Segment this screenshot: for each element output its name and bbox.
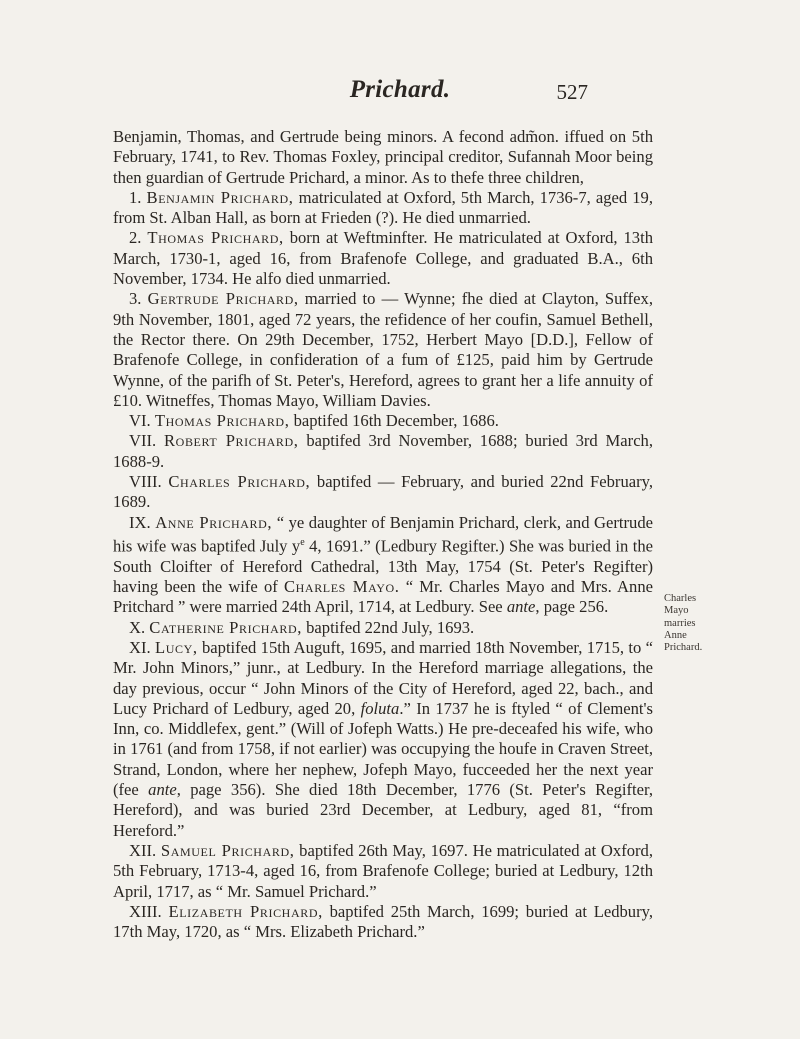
entry-number: VIII.: [129, 472, 162, 492]
person-name: Robert Prichard,: [164, 431, 299, 451]
entry-number: XI.: [129, 637, 151, 657]
superscript: e: [300, 536, 305, 548]
person-name: Samuel Prichard,: [160, 840, 295, 860]
entry-number: 2.: [129, 228, 142, 248]
entry-text: baptifed — February, and buried 22nd February, 1689.: [113, 472, 653, 512]
person-name: Elizabeth Prichard,: [168, 901, 323, 921]
entry-samuel: [113, 841, 653, 902]
entry-text: , page 356). She died 18th December, 1776 (St. Peter's Regifter, Hereford), and was buried 23rd December, at Ledbury, aged 81, “from Hereford.”: [113, 780, 653, 840]
entry-text: matriculated at Oxford, 5th March, 1736-7, aged 19, from St. Alban Hall, as born at Frieden (?). He died unmarried.: [113, 187, 653, 228]
page-number: 527: [556, 80, 588, 104]
entry-text: .” In 1737 he is ftyled “ of Clement's Inn, co. Middlefex, gent.” (Will of Jofeph Watts.) He pre-deceafed his wife, who in 1761 (and from 1758, if not earlier) was occupying the houfe in Craven Street, Strand, London, where her nephew, Jofeph Mayo, fucceeded her the next year (fee: [113, 698, 653, 800]
body-text: [113, 127, 653, 942]
entry-number: VII.: [129, 431, 157, 451]
entry-lucy: [113, 638, 653, 841]
entry-number: XII.: [129, 840, 157, 860]
entry-text: born at Weftminfter. He matriculated at Oxford, 13th March, 1730-1, aged 16, from Brafenofe College, and graduated B.A., 6th November, 1734. He alfo died unmarried.: [113, 228, 654, 289]
entry-elizabeth: [113, 902, 653, 943]
person-name: Charles Mayo.: [284, 577, 400, 597]
entry-number: 3.: [129, 289, 142, 309]
person-name: Lucy,: [155, 637, 198, 657]
entry-text: baptifed 3rd November, 1688; buried 3rd March, 1688-9.: [113, 431, 654, 471]
entry-text: “ ye daughter of Benjamin Prichard, clerk, and Gertrude his wife was baptifed July y: [113, 512, 654, 556]
entry-robert: [113, 431, 653, 472]
running-title: Prichard.: [349, 76, 451, 103]
person-name: Thomas Prichard,: [154, 411, 290, 431]
paragraph-intro: Benjamin, Thomas, and Gertrude being minors. A fecond adm̃on. iffued on 5th February, 1741, to Rev. Thomas Foxley, principal creditor, Sufannah Moor being then guardian of Gertrude Prichard, a minor. As to thefe three children,: [113, 127, 653, 187]
margin-note: [664, 593, 734, 654]
entry-text: married to — Wynne; fhe died at Clayton, Suffex, 9th November, 1801, aged 72 years, the refidence of her coufin, Samuel Bethell, the Rector there. On 29th December, 1752, Herbert Mayo [D.D.], Fellow of Brafenofe College, in confideration of a fum of £125, paid him by Gertrude Wynne, of the parifh of St. Peter's, Hereford, agrees to grant her a life annuity of £10. Witneffes, Thomas Mayo, William Davies.: [113, 289, 653, 410]
margin-note-line: Charles: [664, 593, 697, 604]
entry-text: baptifed 25th March, 1699; buried at Ledbury, 17th May, 1720, as “ Mrs. Elizabeth Prichard.”: [113, 901, 653, 942]
entry-benjamin: [113, 188, 653, 229]
entry-text: , page 256.: [535, 597, 609, 617]
entry-number: 1.: [129, 187, 142, 207]
entry-number: XIII.: [129, 901, 162, 921]
margin-note-line: marries: [664, 617, 696, 629]
entry-anne: [113, 513, 653, 618]
page-header: [0, 76, 800, 110]
ante-reference: ante: [506, 597, 536, 617]
person-name: Benjamin Prichard,: [146, 187, 294, 207]
entry-charles: [113, 472, 653, 513]
entry-thomas-vi: [113, 411, 653, 431]
soluta-term: foluta: [360, 698, 400, 718]
entry-text: baptifed 16th December, 1686.: [289, 411, 499, 431]
ante-reference: ante: [148, 780, 177, 800]
entry-text: baptifed 22nd July, 1693.: [301, 617, 475, 637]
person-name: Charles Prichard,: [168, 472, 311, 492]
entry-catherine: [113, 618, 653, 638]
entry-number: IX.: [129, 512, 151, 532]
person-name: Gertrude Prichard,: [147, 289, 299, 309]
entry-gertrude: [113, 289, 653, 411]
margin-note-line: Anne: [664, 629, 687, 641]
entry-number: X.: [129, 617, 146, 637]
margin-note-line: Mayo: [664, 605, 689, 617]
entry-text: baptifed 15th Auguft, 1695, and married 18th November, 1715, to “ Mr. John Minors,” junr., at Ledbury. In the Hereford marriage allegations, the day previous, occur “ John Minors of the City of Hereford, aged 22, bach., and Lucy Prichard of Ledbury, aged 20,: [113, 637, 653, 718]
person-name: Thomas Prichard,: [147, 228, 284, 248]
margin-note-line: Prichard.: [664, 642, 703, 654]
entry-text: 4, 1691.” (Ledbury Regifter.) She was buried in the South Cloifter of Hereford Cathedral, 13th May, 1754 (St. Peter's Regifter) having been the wife of: [113, 536, 653, 597]
person-name: Anne Prichard,: [155, 512, 273, 532]
entry-text: baptifed 26th May, 1697. He matriculated at Oxford, 5th February, 1713-4, aged 16, from Brafenofe College; buried at Ledbury, 12th April, 1717, as “ Mr. Samuel Prichard.”: [113, 840, 653, 901]
entry-thomas: [113, 228, 653, 289]
entry-text: “ Mr. Charles Mayo and Mrs. Anne Pritchard ” were married 24th April, 1714, at Ledbury. See: [113, 577, 653, 617]
entry-number: VI.: [129, 411, 151, 431]
person-name: Catherine Prichard,: [149, 617, 302, 637]
